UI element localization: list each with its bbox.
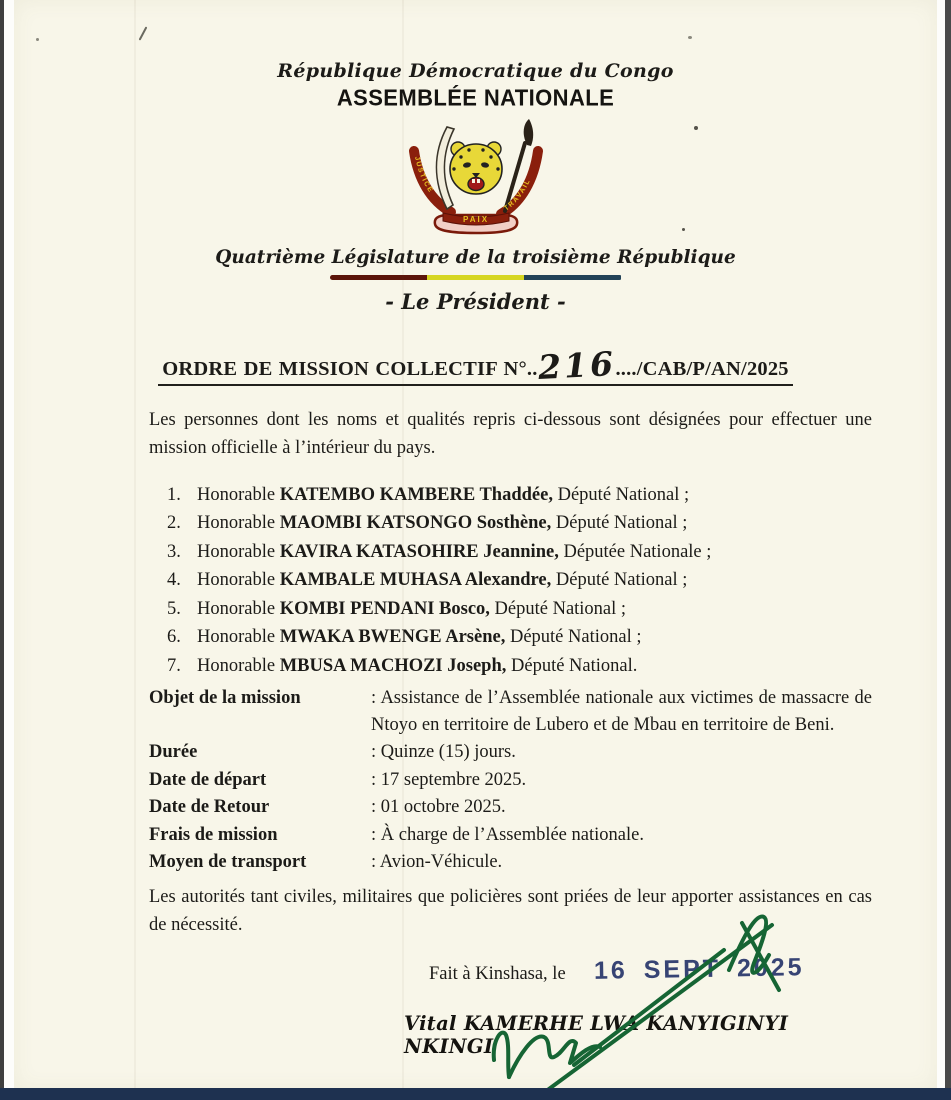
detail-row <box>149 739 872 766</box>
scan-edge-bottom <box>0 1088 951 1100</box>
detail-row <box>149 822 872 849</box>
document-page <box>14 0 937 1090</box>
honorific: Honorable <box>197 484 280 505</box>
header-country: République Démocratique du Congo <box>277 60 674 82</box>
delegate-role: Député National ; <box>552 484 690 505</box>
flag-divider-blue <box>524 275 621 280</box>
scan-edge-right <box>945 0 951 1100</box>
intro-paragraph: Les personnes dont les noms et qualités repris ci-dessous sont désignées pour effectuer une mission officielle à l’intérieur du pays. <box>149 410 872 458</box>
delegate-name: MAOMBI KATSONGO Sosthène, <box>279 513 552 533</box>
header-institution: ASSEMBLÉE NATIONALE <box>336 84 615 111</box>
delegate-role: Député National ; <box>505 627 642 647</box>
delegate-role: Député National ; <box>489 598 627 619</box>
detail-row <box>149 685 872 738</box>
title-prefix: ORDRE DE MISSION COLLECTIF N°.. <box>162 358 538 380</box>
delegate-name: MWAKA BWENGE Arsène, <box>279 627 506 647</box>
honorific: Honorable <box>197 541 280 562</box>
detail-value: : À charge de l’Assemblée nationale. <box>371 824 644 845</box>
list-item <box>149 509 872 538</box>
coat-of-arms <box>381 117 571 237</box>
delegate-name: KOMBI PENDANI Bosco, <box>279 598 490 619</box>
list-item <box>149 566 872 595</box>
leopard-mouth <box>468 178 484 191</box>
delegate-role: Député National ; <box>551 513 688 533</box>
list-item <box>149 623 872 652</box>
signer-name: Vital KAMERHE LWA KANYIGINYI NKINGI <box>404 1012 789 1058</box>
delegate-name: MBUSA MACHOZI Joseph, <box>279 655 507 676</box>
scan-speck <box>694 126 698 130</box>
list-item <box>149 652 872 681</box>
honorific: Honorable <box>197 627 280 647</box>
list-number: 5. <box>167 598 181 619</box>
mission-details <box>149 685 872 876</box>
motto-paix: PAIX <box>462 215 489 224</box>
list-number: 3. <box>167 541 181 562</box>
scan-speck <box>36 38 39 41</box>
honorific: Honorable <box>197 513 280 533</box>
list-item <box>149 538 872 567</box>
header-legislature: Quatrième Législature de la troisième République <box>215 247 736 268</box>
detail-label: Objet de la mission <box>149 688 301 708</box>
detail-label: Frais de mission <box>149 824 278 845</box>
detail-label: Moyen de transport <box>149 852 307 872</box>
motto-justice: JUSTICE <box>412 155 434 195</box>
delegates-list <box>149 481 872 681</box>
detail-value: : Assistance de l’Assemblée nationale aux victimes de massacre de Ntoyo en territoire de Lubero et de Mbau en territoire de Beni. <box>371 688 872 735</box>
detail-row <box>149 849 872 876</box>
scan-speck <box>139 26 148 40</box>
list-number: 2. <box>167 513 181 533</box>
motto-travail: TRAVAIL <box>502 177 532 213</box>
detail-value: : Quinze (15) jours. <box>371 742 516 762</box>
scan-edge-left <box>0 0 4 1100</box>
place-and-date-label: Fait à Kinshasa, le <box>429 964 566 984</box>
detail-row <box>149 767 872 794</box>
signature-block <box>429 953 872 986</box>
flag-divider-yellow <box>427 275 524 280</box>
detail-label: Date de départ <box>149 769 267 790</box>
date-stamp: 16 SEPT 2025 <box>593 953 805 985</box>
title-suffix: ..../CAB/P/AN/2025 <box>615 358 789 380</box>
honorific: Honorable <box>197 570 280 590</box>
detail-row <box>149 794 872 821</box>
detail-label: Durée <box>149 742 198 762</box>
closing-paragraph: Les autorités tant civiles, militaires que policières sont priées de leur apporter assistances en cas de nécessité. <box>149 886 872 935</box>
detail-label: Date de Retour <box>149 797 270 817</box>
delegate-role: Député National. <box>506 655 638 676</box>
paper-fold-line <box>134 0 136 1090</box>
list-item <box>149 481 872 510</box>
paper-fold-line <box>402 0 404 1090</box>
delegate-name: KAVIRA KATASOHIRE Jeannine, <box>279 541 559 562</box>
detail-value: : Avion-Véhicule. <box>371 852 503 872</box>
document-title <box>14 343 937 388</box>
honorific: Honorable <box>197 655 280 676</box>
delegate-name: KATEMBO KAMBERE Thaddée, <box>279 484 553 505</box>
list-number: 6. <box>167 627 181 647</box>
flag-divider <box>330 275 622 280</box>
drc-coat-of-arms-icon <box>381 117 571 237</box>
scan-speck <box>688 36 692 39</box>
header-office: - Le Président - <box>385 289 566 314</box>
list-item <box>149 595 872 624</box>
list-number: 4. <box>167 570 181 590</box>
handwritten-mission-number: 216 <box>536 343 617 388</box>
delegate-name: KAMBALE MUHASA Alexandre, <box>279 570 552 590</box>
list-number: 7. <box>167 655 181 676</box>
detail-value: : 01 octobre 2025. <box>371 797 506 817</box>
delegate-role: Député National ; <box>551 570 688 590</box>
scan-speck <box>682 228 685 231</box>
flag-divider-red <box>330 275 427 280</box>
delegate-role: Députée Nationale ; <box>558 541 712 562</box>
list-number: 1. <box>167 484 181 505</box>
detail-value: : 17 septembre 2025. <box>371 769 527 790</box>
honorific: Honorable <box>197 598 280 619</box>
